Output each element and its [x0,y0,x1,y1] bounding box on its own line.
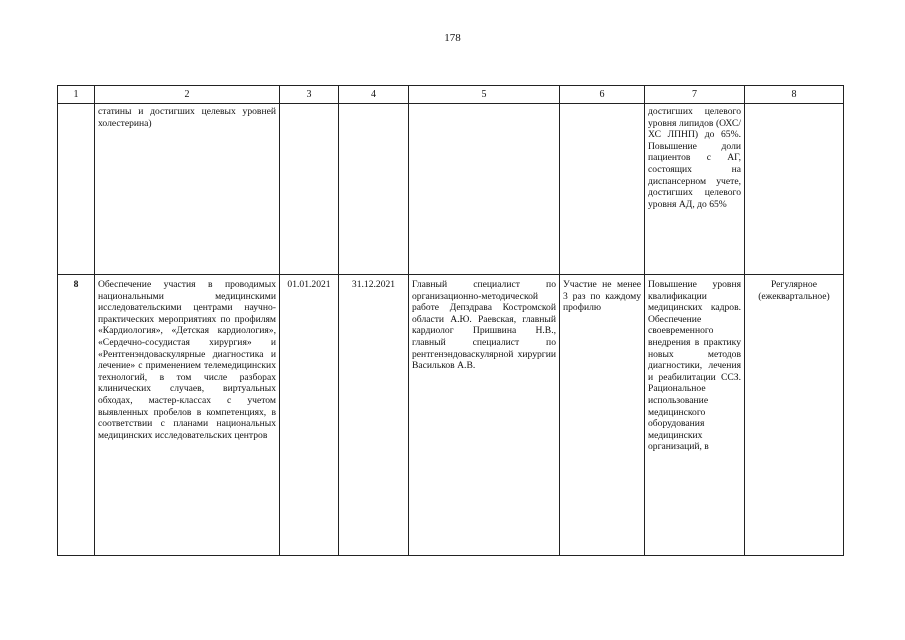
cell-continued-num [58,104,95,275]
cell-result: Повышение уровня квалификации медицинских кадров. Обеспечение своевременного внедрения в практику новых методов диагностики, лечения и реабилитации ССЗ. Рациональное использование медицинского оборудования медицинских организаций, в [645,275,745,556]
page-number: 178 [444,32,461,44]
header-col-1: 1 [58,86,95,104]
cell-continued-indicator [560,104,645,275]
plan-table [57,85,844,556]
cell-start-date: 01.01.2021 [280,275,339,556]
header-col-6: 6 [560,86,645,104]
cell-continued-end [339,104,409,275]
cell-responsible: Главный специалист по организационно-методической работе Депздрава Костромской области А.Ю. Раевская, главный кардиолог Пришвина Н.В., главный специалист по рентгенэндоваскулярной хирургии Васильков А.В. [409,275,560,556]
cell-row-number: 8 [58,275,95,556]
header-col-7: 7 [645,86,745,104]
cell-continued-event: статины и достигших целевых уровней холестерина) [95,104,280,275]
cell-continued-responsible [409,104,560,275]
header-col-5: 5 [409,86,560,104]
table-row-8 [58,275,844,556]
header-col-8: 8 [745,86,844,104]
cell-continued-start [280,104,339,275]
table-row-continued [58,104,844,275]
cell-continued-frequency [745,104,844,275]
table-header-row [58,86,844,104]
header-col-2: 2 [95,86,280,104]
cell-indicator: Участие не менее 3 раз по каждому профилю [560,275,645,556]
cell-frequency: Регулярное (ежеквартальное) [745,275,844,556]
header-col-3: 3 [280,86,339,104]
cell-event: Обеспечение участия в проводимых национальными медицинскими исследовательскими центрами научно-практических мероприятиях по профилям «Кардиология», «Детская кардиология», «Сердечно-сосудистая хирургия» и «Рентгенэндоваскулярные диагностика и лечение» с применением телемедицинских технологий, в том числе разборах клинических случаев, виртуальных обходах, мастер-классах с учетом выявленных пробелов в компетенциях, в соответствии с планами национальных медицинских исследовательских центров [95,275,280,556]
cell-end-date: 31.12.2021 [339,275,409,556]
header-col-4: 4 [339,86,409,104]
cell-continued-result: достигших целевого уровня липидов (ОХС/ХС ЛПНП) до 65%. Повышение доли пациентов с АГ, состоящих на диспансерном учете, достигших целевого уровня АД, до 65% [645,104,745,275]
